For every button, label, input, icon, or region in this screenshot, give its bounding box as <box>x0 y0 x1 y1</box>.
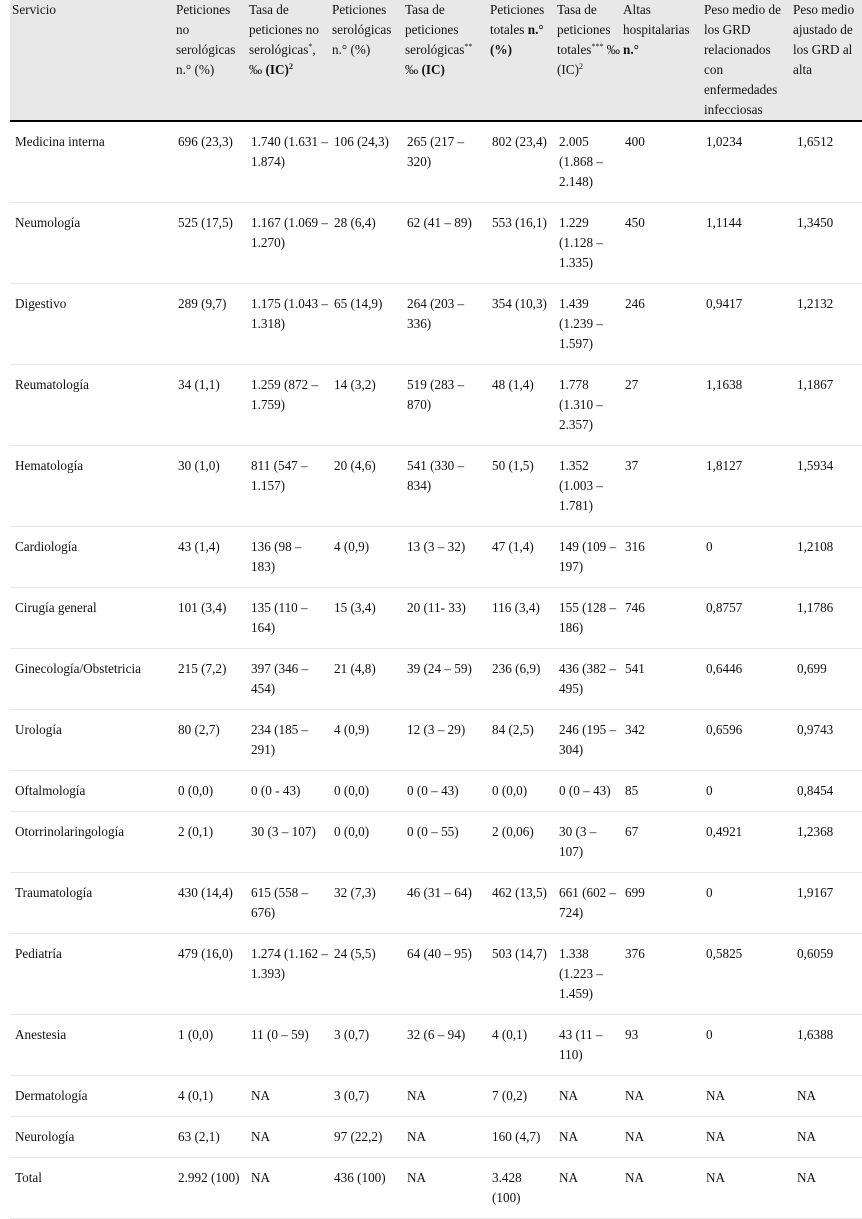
cell-peticiones-serologicas: 436 (100) <box>330 1158 403 1219</box>
cell-peticiones-serologicas: 21 (4,8) <box>330 649 403 710</box>
cell-altas-hospitalarias: NA <box>621 1117 702 1158</box>
cell-peso-medio-grd: 0,5825 <box>702 934 791 1015</box>
table-row <box>10 284 862 365</box>
cell-tasa-totales: NA <box>555 1076 621 1117</box>
table-row <box>10 365 862 446</box>
cell-peticiones-totales: 802 (23,4) <box>488 121 555 203</box>
cell-tasa-serologicas: 32 (6 – 94) <box>403 1015 488 1076</box>
cell-tasa-no-serologicas: NA <box>247 1117 330 1158</box>
table-row <box>10 812 862 873</box>
cell-altas-hospitalarias: 85 <box>621 771 702 812</box>
cell-servicio: Total <box>10 1158 174 1219</box>
cell-servicio: Traumatología <box>10 873 174 934</box>
cell-peticiones-serologicas: 97 (22,2) <box>330 1117 403 1158</box>
cell-peso-medio-grd: 0,6446 <box>702 649 791 710</box>
cell-peso-medio-grd: 0 <box>702 527 791 588</box>
cell-peticiones-totales: 84 (2,5) <box>488 710 555 771</box>
cell-altas-hospitalarias: 699 <box>621 873 702 934</box>
cell-tasa-serologicas: 0 (0 – 43) <box>403 771 488 812</box>
cell-servicio: Hematología <box>10 446 174 527</box>
cell-tasa-totales: 1.338 (1.223 – 1.459) <box>555 934 621 1015</box>
header-tasa-no-serologicas: Tasa de peticiones no serológicas*, ‰ (IC)$^2$ <box>247 0 330 121</box>
cell-peso-medio-ajustado: 0,6059 <box>791 934 862 1015</box>
cell-altas-hospitalarias: 316 <box>621 527 702 588</box>
cell-tasa-serologicas: 12 (3 – 29) <box>403 710 488 771</box>
cell-tasa-serologicas: 13 (3 – 32) <box>403 527 488 588</box>
cell-servicio: Otorrinolaringología <box>10 812 174 873</box>
table-row <box>10 1076 862 1117</box>
cell-peticiones-no-serologicas: 63 (2,1) <box>174 1117 247 1158</box>
cell-peso-medio-ajustado: 1,5934 <box>791 446 862 527</box>
cell-altas-hospitalarias: 541 <box>621 649 702 710</box>
cell-peso-medio-ajustado: 0,699 <box>791 649 862 710</box>
table-row <box>10 446 862 527</box>
table-row <box>10 1117 862 1158</box>
cell-peticiones-no-serologicas: 1 (0,0) <box>174 1015 247 1076</box>
cell-peso-medio-grd: 1,8127 <box>702 446 791 527</box>
cell-peticiones-totales: 50 (1,5) <box>488 446 555 527</box>
cell-peso-medio-grd: 1,1638 <box>702 365 791 446</box>
cell-tasa-totales: 155 (128 – 186) <box>555 588 621 649</box>
cell-altas-hospitalarias: 400 <box>621 121 702 203</box>
cell-tasa-serologicas: NA <box>403 1117 488 1158</box>
cell-peso-medio-ajustado: 0,9743 <box>791 710 862 771</box>
cell-peso-medio-grd: 0,8757 <box>702 588 791 649</box>
cell-peso-medio-grd: 0 <box>702 873 791 934</box>
cell-altas-hospitalarias: NA <box>621 1158 702 1219</box>
cell-tasa-totales: 661 (602 – 724) <box>555 873 621 934</box>
cell-peticiones-serologicas: 20 (4,6) <box>330 446 403 527</box>
cell-peticiones-serologicas: 3 (0,7) <box>330 1015 403 1076</box>
cell-tasa-no-serologicas: 397 (346 – 454) <box>247 649 330 710</box>
cell-peticiones-no-serologicas: 43 (1,4) <box>174 527 247 588</box>
cell-peso-medio-ajustado: 1,2132 <box>791 284 862 365</box>
cell-peso-medio-grd: NA <box>702 1117 791 1158</box>
cell-servicio: Oftalmología <box>10 771 174 812</box>
cell-peso-medio-grd: 0 <box>702 1015 791 1076</box>
cell-peso-medio-ajustado: 1,1786 <box>791 588 862 649</box>
cell-peticiones-no-serologicas: 4 (0,1) <box>174 1076 247 1117</box>
header-tasa-totales: Tasa de peticiones totales*** ‰ (IC)$^2$ <box>555 0 621 121</box>
cell-peticiones-totales: 2 (0,06) <box>488 812 555 873</box>
cell-tasa-no-serologicas: 1.740 (1.631 – 1.874) <box>247 121 330 203</box>
cell-peticiones-totales: 236 (6,9) <box>488 649 555 710</box>
cell-peticiones-serologicas: 4 (0,9) <box>330 710 403 771</box>
cell-peso-medio-grd: 0,9417 <box>702 284 791 365</box>
cell-tasa-totales: NA <box>555 1158 621 1219</box>
cell-peticiones-totales: 48 (1,4) <box>488 365 555 446</box>
table-row <box>10 527 862 588</box>
table-row <box>10 203 862 284</box>
cell-altas-hospitalarias: NA <box>621 1076 702 1117</box>
cell-peso-medio-ajustado: NA <box>791 1158 862 1219</box>
cell-peso-medio-ajustado: 1,2368 <box>791 812 862 873</box>
service-requests-table <box>10 0 862 1219</box>
cell-peticiones-serologicas: 0 (0,0) <box>330 771 403 812</box>
cell-peticiones-totales: 3.428 (100) <box>488 1158 555 1219</box>
table-row <box>10 121 862 203</box>
cell-servicio: Dermatología <box>10 1076 174 1117</box>
cell-tasa-no-serologicas: 811 (547 – 1.157) <box>247 446 330 527</box>
cell-peticiones-totales: 503 (14,7) <box>488 934 555 1015</box>
cell-peticiones-no-serologicas: 101 (3,4) <box>174 588 247 649</box>
cell-peticiones-no-serologicas: 80 (2,7) <box>174 710 247 771</box>
cell-tasa-totales: 1.352 (1.003 – 1.781) <box>555 446 621 527</box>
cell-tasa-no-serologicas: 11 (0 – 59) <box>247 1015 330 1076</box>
cell-servicio: Urología <box>10 710 174 771</box>
cell-tasa-serologicas: 20 (11- 33) <box>403 588 488 649</box>
cell-tasa-no-serologicas: 136 (98 – 183) <box>247 527 330 588</box>
cell-tasa-no-serologicas: 1.259 (872 – 1.759) <box>247 365 330 446</box>
cell-peticiones-no-serologicas: 2 (0,1) <box>174 812 247 873</box>
cell-peso-medio-ajustado: 1,9167 <box>791 873 862 934</box>
table-row <box>10 1158 862 1219</box>
table-row <box>10 588 862 649</box>
cell-peso-medio-ajustado: 0,8454 <box>791 771 862 812</box>
cell-peticiones-serologicas: 32 (7,3) <box>330 873 403 934</box>
cell-peso-medio-grd: NA <box>702 1076 791 1117</box>
cell-altas-hospitalarias: 37 <box>621 446 702 527</box>
cell-servicio: Neumología <box>10 203 174 284</box>
cell-servicio: Neurología <box>10 1117 174 1158</box>
cell-servicio: Cirugía general <box>10 588 174 649</box>
cell-tasa-serologicas: 265 (217 – 320) <box>403 121 488 203</box>
table-row <box>10 710 862 771</box>
cell-tasa-no-serologicas: 30 (3 – 107) <box>247 812 330 873</box>
cell-altas-hospitalarias: 93 <box>621 1015 702 1076</box>
cell-tasa-totales: 0 (0 – 43) <box>555 771 621 812</box>
cell-tasa-serologicas: NA <box>403 1076 488 1117</box>
cell-tasa-totales: 1.778 (1.310 – 2.357) <box>555 365 621 446</box>
cell-peso-medio-ajustado: 1,2108 <box>791 527 862 588</box>
table-row <box>10 934 862 1015</box>
cell-peticiones-no-serologicas: 30 (1,0) <box>174 446 247 527</box>
table-row <box>10 873 862 934</box>
header-peso-medio-grd: Peso medio de los GRD relacionados con enfermedades infecciosas <box>702 0 791 121</box>
cell-peticiones-serologicas: 65 (14,9) <box>330 284 403 365</box>
header-altas-hospitalarias: Altas hospitalarias n.° <box>621 0 702 121</box>
cell-servicio: Anestesia <box>10 1015 174 1076</box>
cell-altas-hospitalarias: 246 <box>621 284 702 365</box>
cell-peso-medio-ajustado: 1,1867 <box>791 365 862 446</box>
cell-servicio: Digestivo <box>10 284 174 365</box>
cell-peso-medio-grd: 0 <box>702 771 791 812</box>
cell-tasa-serologicas: NA <box>403 1158 488 1219</box>
cell-altas-hospitalarias: 342 <box>621 710 702 771</box>
cell-peso-medio-ajustado: NA <box>791 1076 862 1117</box>
cell-tasa-serologicas: 64 (40 – 95) <box>403 934 488 1015</box>
cell-tasa-totales: 1.439 (1.239 – 1.597) <box>555 284 621 365</box>
cell-peticiones-serologicas: 15 (3,4) <box>330 588 403 649</box>
table-row <box>10 771 862 812</box>
cell-tasa-totales: 1.229 (1.128 – 1.335) <box>555 203 621 284</box>
cell-tasa-no-serologicas: NA <box>247 1158 330 1219</box>
cell-tasa-serologicas: 519 (283 – 870) <box>403 365 488 446</box>
cell-peso-medio-ajustado: 1,3450 <box>791 203 862 284</box>
cell-tasa-no-serologicas: 135 (110 – 164) <box>247 588 330 649</box>
header-row <box>10 0 862 121</box>
cell-peticiones-no-serologicas: 2.992 (100) <box>174 1158 247 1219</box>
header-tasa-serologicas: Tasa de peticiones serológicas** ‰ (IC) <box>403 0 488 121</box>
cell-tasa-no-serologicas: 615 (558 – 676) <box>247 873 330 934</box>
header-peticiones-serologicas: Peticiones serológicas n.° (%) <box>330 0 403 121</box>
cell-tasa-serologicas: 62 (41 – 89) <box>403 203 488 284</box>
cell-servicio: Ginecología/Obstetricia <box>10 649 174 710</box>
cell-peticiones-serologicas: 14 (3,2) <box>330 365 403 446</box>
cell-altas-hospitalarias: 450 <box>621 203 702 284</box>
cell-tasa-serologicas: 264 (203 – 336) <box>403 284 488 365</box>
cell-tasa-totales: 43 (11 – 110) <box>555 1015 621 1076</box>
header-peso-medio-ajustado: Peso medio ajustado de los GRD al alta <box>791 0 862 121</box>
cell-peticiones-serologicas: 106 (24,3) <box>330 121 403 203</box>
cell-tasa-totales: 30 (3 – 107) <box>555 812 621 873</box>
cell-peticiones-serologicas: 0 (0,0) <box>330 812 403 873</box>
cell-tasa-no-serologicas: 1.274 (1.162 – 1.393) <box>247 934 330 1015</box>
cell-peticiones-totales: 7 (0,2) <box>488 1076 555 1117</box>
cell-peticiones-totales: 553 (16,1) <box>488 203 555 284</box>
cell-peticiones-no-serologicas: 479 (16,0) <box>174 934 247 1015</box>
cell-peticiones-serologicas: 4 (0,9) <box>330 527 403 588</box>
header-servicio: Servicio <box>10 0 174 121</box>
cell-peticiones-totales: 0 (0,0) <box>488 771 555 812</box>
cell-tasa-serologicas: 541 (330 – 834) <box>403 446 488 527</box>
header-peticiones-totales: Peticiones totales n.° (%) <box>488 0 555 121</box>
cell-tasa-totales: 149 (109 – 197) <box>555 527 621 588</box>
cell-tasa-no-serologicas: 234 (185 – 291) <box>247 710 330 771</box>
cell-tasa-serologicas: 0 (0 – 55) <box>403 812 488 873</box>
cell-altas-hospitalarias: 27 <box>621 365 702 446</box>
cell-peso-medio-grd: NA <box>702 1158 791 1219</box>
cell-peticiones-totales: 462 (13,5) <box>488 873 555 934</box>
header-peticiones-no-serologicas: Peticiones no serológicas n.° (%) <box>174 0 247 121</box>
cell-peso-medio-grd: 1,0234 <box>702 121 791 203</box>
cell-tasa-no-serologicas: 0 (0 - 43) <box>247 771 330 812</box>
cell-peticiones-totales: 354 (10,3) <box>488 284 555 365</box>
cell-tasa-no-serologicas: NA <box>247 1076 330 1117</box>
cell-peso-medio-ajustado: 1,6512 <box>791 121 862 203</box>
cell-peticiones-no-serologicas: 215 (7,2) <box>174 649 247 710</box>
table-row <box>10 1015 862 1076</box>
cell-peso-medio-grd: 0,6596 <box>702 710 791 771</box>
cell-peso-medio-grd: 1,1144 <box>702 203 791 284</box>
cell-altas-hospitalarias: 67 <box>621 812 702 873</box>
cell-peticiones-totales: 4 (0,1) <box>488 1015 555 1076</box>
cell-peticiones-no-serologicas: 289 (9,7) <box>174 284 247 365</box>
cell-peticiones-no-serologicas: 0 (0,0) <box>174 771 247 812</box>
cell-tasa-no-serologicas: 1.175 (1.043 – 1.318) <box>247 284 330 365</box>
cell-peticiones-totales: 47 (1,4) <box>488 527 555 588</box>
cell-peso-medio-ajustado: 1,6388 <box>791 1015 862 1076</box>
cell-peticiones-serologicas: 24 (5,5) <box>330 934 403 1015</box>
cell-tasa-totales: 246 (195 – 304) <box>555 710 621 771</box>
cell-tasa-totales: NA <box>555 1117 621 1158</box>
cell-tasa-no-serologicas: 1.167 (1.069 – 1.270) <box>247 203 330 284</box>
cell-servicio: Medicina interna <box>10 121 174 203</box>
cell-peticiones-no-serologicas: 34 (1,1) <box>174 365 247 446</box>
cell-peso-medio-grd: 0,4921 <box>702 812 791 873</box>
cell-altas-hospitalarias: 376 <box>621 934 702 1015</box>
cell-peticiones-serologicas: 28 (6,4) <box>330 203 403 284</box>
cell-servicio: Pediatría <box>10 934 174 1015</box>
cell-altas-hospitalarias: 746 <box>621 588 702 649</box>
cell-peticiones-serologicas: 3 (0,7) <box>330 1076 403 1117</box>
cell-tasa-totales: 436 (382 – 495) <box>555 649 621 710</box>
cell-peso-medio-ajustado: NA <box>791 1117 862 1158</box>
cell-peticiones-totales: 160 (4,7) <box>488 1117 555 1158</box>
cell-tasa-serologicas: 46 (31 – 64) <box>403 873 488 934</box>
cell-peticiones-no-serologicas: 430 (14,4) <box>174 873 247 934</box>
cell-tasa-totales: 2.005 (1.868 – 2.148) <box>555 121 621 203</box>
cell-servicio: Reumatología <box>10 365 174 446</box>
cell-peticiones-totales: 116 (3,4) <box>488 588 555 649</box>
cell-tasa-serologicas: 39 (24 – 59) <box>403 649 488 710</box>
cell-peticiones-no-serologicas: 696 (23,3) <box>174 121 247 203</box>
table-body <box>10 121 862 1219</box>
table-row <box>10 649 862 710</box>
cell-servicio: Cardiología <box>10 527 174 588</box>
cell-peticiones-no-serologicas: 525 (17,5) <box>174 203 247 284</box>
